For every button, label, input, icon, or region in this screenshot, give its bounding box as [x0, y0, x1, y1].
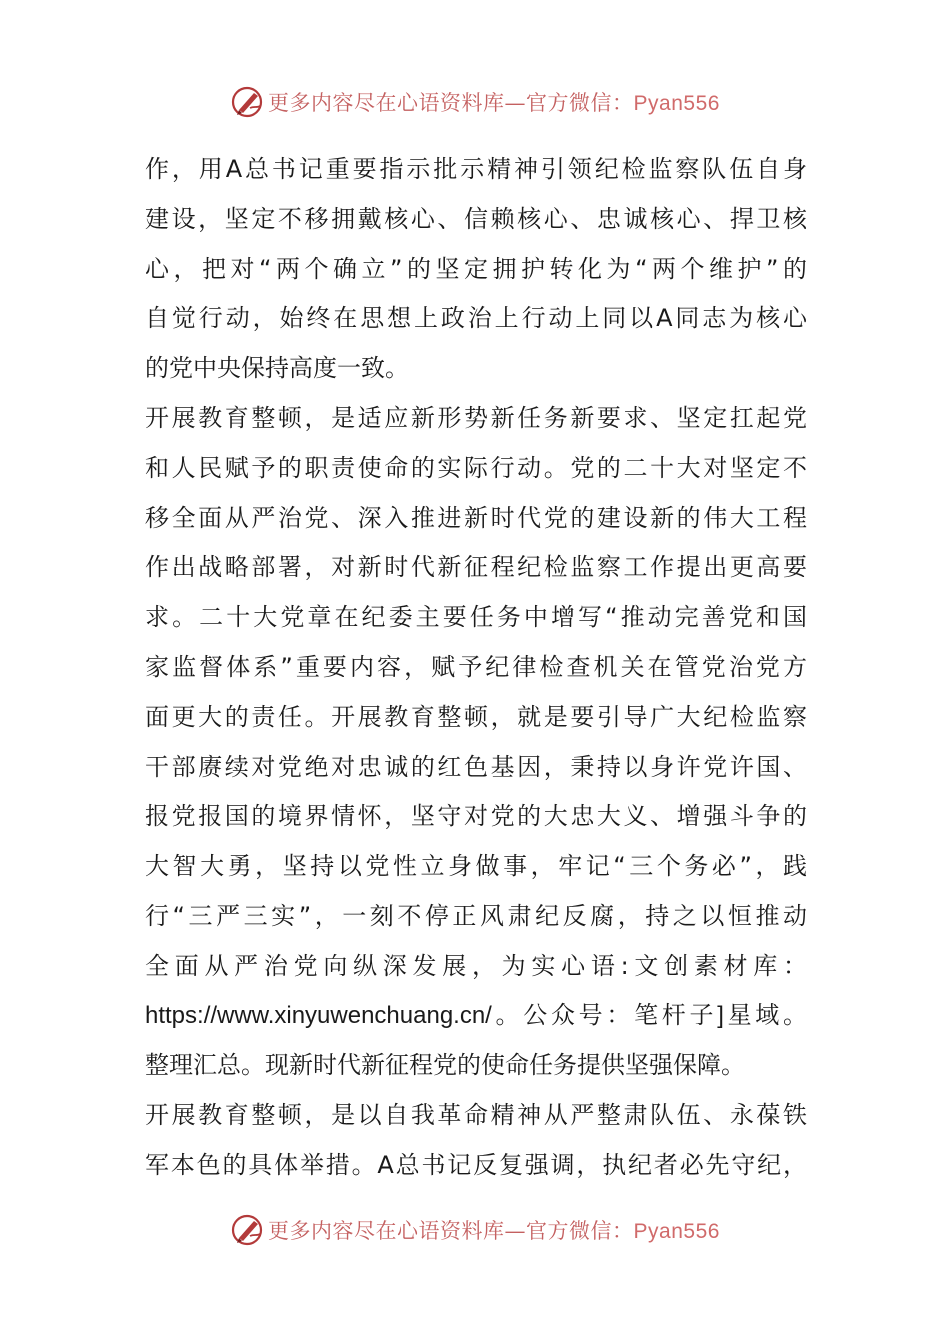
body-line: 行“三严三实”，一刻不停正风肃纪反腐，持之以恒推动 [145, 901, 807, 930]
body-line: 报党报国的境界情怀，坚守对党的大忠大义、增强斗争的 [145, 802, 807, 831]
header-wechat-handle: Pyan556 [633, 92, 720, 115]
document-body [145, 150, 807, 1196]
header-banner-text: 更多内容尽在心语资料库—官方微信：Pyan556 [268, 91, 720, 115]
header-banner [0, 82, 950, 122]
body-line: 全面从严治党向纵深发展，为实心语:文创素材库： [145, 951, 807, 980]
body-line: 移全面从严治党、深入推进新时代党的建设新的伟大工程 [145, 503, 807, 532]
pen-logo-icon [230, 84, 266, 120]
body-line: 求。二十大党章在纪委主要任务中增写“推动完善党和国 [145, 603, 807, 632]
body-line: 的党中央保持高度一致。 [145, 354, 409, 383]
body-line: 心，把对“两个确立”的坚定拥护转化为“两个维护”的 [145, 254, 807, 283]
pen-logo-icon [230, 1212, 266, 1248]
footer-banner-text: 更多内容尽在心语资料库—官方微信：Pyan556 [268, 1219, 720, 1243]
body-line: 大智大勇，坚持以党性立身做事，牢记“三个务必”，践 [145, 852, 807, 881]
body-line: 和人民赋予的职责使命的实际行动。党的二十大对坚定不 [145, 453, 807, 482]
body-line: 作，用A总书记重要指示批示精神引领纪检监察队伍自身 [145, 155, 807, 183]
body-line: 家监督体系”重要内容，赋予纪律检查机关在管党治党方 [145, 652, 807, 681]
body-line: 自觉行动，始终在思想上政治上行动上同以A同志为核心 [145, 304, 807, 333]
body-line: 整理汇总。现新时代新征程党的使命任务提供坚强保障。 [145, 1051, 745, 1080]
body-line: 面更大的责任。开展教育整顿，就是要引导广大纪检监察 [145, 702, 807, 731]
body-line: 作出战略部署，对新时代新征程纪检监察工作提出更高要 [145, 553, 807, 582]
body-line: 开展教育整顿，是以自我革命精神从严整肃队伍、永葆铁 [145, 1101, 807, 1130]
body-line: 开展教育整顿，是适应新形势新任务新要求、坚定扛起党 [145, 403, 807, 432]
body-line: 军本色的具体举措。A总书记反复强调，执纪者必先守纪， [145, 1150, 807, 1179]
body-line: 干部赓续对党绝对忠诚的红色基因，秉持以身许党许国、 [145, 752, 807, 781]
footer-banner [0, 1210, 950, 1250]
footer-wechat-handle: Pyan556 [633, 1220, 720, 1243]
body-line: 建设，坚定不移拥戴核心、信赖核心、忠诚核心、捍卫核 [145, 204, 807, 233]
body-line-url: https://www.xinyuwenchuang.cn/。公众号：笔杆子]星域。 [145, 1001, 807, 1029]
